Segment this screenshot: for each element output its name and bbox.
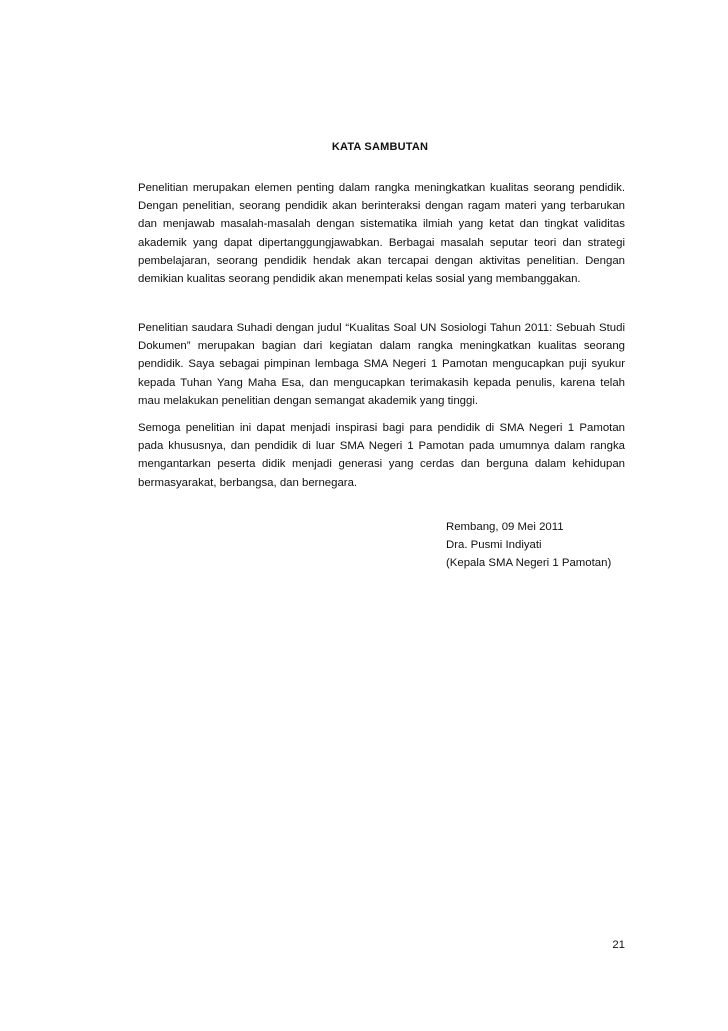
- signature-position: (Kepala SMA Negeri 1 Pamotan): [446, 557, 612, 569]
- paragraph-2: Penelitian saudara Suhadi dengan judul “Kualitas Soal UN Sosiologi Tahun 2011: Sebuah Studi Dokumen” merupakan bagian dari kegiatan dalam rangka meningkatkan kualitas seorang pendidik. Saya sebagai pimpinan lembaga SMA Negeri 1 Pamotan mengucapkan puji syukur kepada Tuhan Yang Maha Esa, dan mengucapkan terimakasih kepada penulis, karena telah mau melakukan penelitian dengan semangat akademik yang tinggi.: [138, 322, 625, 407]
- signature-name: Dra. Pusmi Indiyati: [446, 539, 542, 551]
- paragraph-3: Semoga penelitian ini dapat menjadi inspirasi bagi para pendidik di SMA Negeri 1 Pamotan pada khususnya, dan pendidik di luar SMA Negeri 1 Pamotan pada umumnya dalam rangka mengantarkan peserta didik menjadi generasi yang cerdas dan berguna dalam kehidupan bermasyarakat, berbangsa, dan bernegara.: [138, 422, 625, 489]
- page-title: KATA SAMBUTAN: [331, 141, 429, 153]
- paragraph-1: Penelitian merupakan elemen penting dalam rangka meningkatkan kualitas seorang pendidik. Dengan penelitian, seorang pendidik akan berinteraksi dengan ragam materi yang terbarukan dan menjawab masalah-masalah dengan sistematika ilmiah yang ketat dan tingkat validitas akademik yang dapat dipertanggungjawabkan. Berbagai masalah seputar teori dan strategi pembelajaran, seorang pendidik hendak akan tercapai dengan aktivitas penelitian. Dengan demikian kualitas seorang pendidik akan menempati kelas sosial yang membanggakan.: [138, 182, 625, 286]
- signature-block: [446, 518, 666, 572]
- signature-place-date: Rembang, 09 Mei 2011: [446, 521, 564, 533]
- page-number: 21: [612, 939, 625, 951]
